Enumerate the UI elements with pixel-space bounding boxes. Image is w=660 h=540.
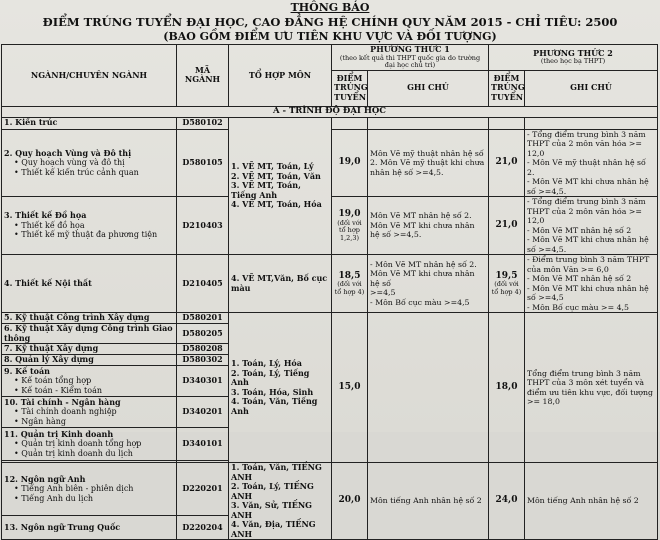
score-pt1: 18,5 (đối với tổ hợp 4) xyxy=(332,255,368,313)
major-cell: 3. Thiết kế Đồ họa • Thiết kế đồ họa • Thiết kế mỹ thuật đa phương tiện xyxy=(2,197,177,255)
major-code: D220201 xyxy=(177,463,229,516)
score-pt2: 18,0 xyxy=(489,313,525,463)
col-header-pt2: PHƯƠNG THỨC 2 (theo học bạ THPT) xyxy=(489,45,658,71)
admission-table xyxy=(1,44,658,540)
major-cell: 2. Quy hoạch Vùng và Đô thị • Quy hoạch vùng và đô thị • Thiết kế kiến trúc cảnh quan xyxy=(2,129,177,197)
major-code: D220204 xyxy=(177,516,229,540)
major-code: D580208 xyxy=(177,344,229,355)
major-code: D340101 xyxy=(177,428,229,461)
major-code: D340201 xyxy=(177,397,229,428)
major-code: D580201 xyxy=(177,313,229,324)
combo-cell: 1. Toán, Văn, TIẾNG ANH 2. Toán, Lý, TIẾNG ANH 3. Văn, Sử, TIẾNG ANH 4. Văn, Địa, TIẾNG ANH xyxy=(229,463,332,540)
notice-heading: ĐIỂM TRÚNG TUYỂN ĐẠI HỌC, CAO ĐẲNG HỆ CHÍNH QUY NĂM 2015 - CHỈ TIÊU: 2500 xyxy=(42,15,618,29)
col-header-major: NGÀNH/CHUYÊN NGÀNH xyxy=(2,45,177,107)
major-code: D580102 xyxy=(177,117,229,129)
score-pt2: 21,0 xyxy=(489,197,525,255)
major-code: D340301 xyxy=(177,366,229,397)
note-pt1: Môn Vẽ MT nhân hệ số 2. Môn Vẽ MT khi chưa nhân hệ số >=4,5. xyxy=(368,197,489,255)
combo-cell: 4. VẼ MT,Văn, Bố cục màu xyxy=(229,255,332,313)
col-header-score-pt2: ĐIỂM TRÚNG TUYỂN xyxy=(489,70,525,106)
major-code: D210403 xyxy=(177,197,229,255)
major-name: 8. Quản lý Xây dựng xyxy=(2,355,177,366)
score-pt1: 15,0 xyxy=(332,313,368,463)
score-pt1: 19,0 (đối với tổ hợp 1,2,3) xyxy=(332,197,368,255)
note-pt2: - Tổng điểm trung bình 3 năm THPT của 2 môn văn hóa >= 12,0 - Môn Vẽ mỹ thuật nhân hệ số 2. - Môn Vẽ MT khi chưa nhân hệ số >=4,5. xyxy=(525,129,658,197)
notice-subheading: (BAO GỒM ĐIỂM ƯU TIÊN KHU VỰC VÀ ĐỐI TƯỢNG) xyxy=(163,30,497,43)
note-pt2: Môn tiếng Anh nhân hệ số 2 xyxy=(525,463,658,540)
score-pt2: 21,0 xyxy=(489,129,525,197)
combo-cell: 1. VẼ MT, Toán, Lý 2. VẼ MT, Toán, Văn 3. VẼ MT, Toán, Tiếng Anh 4. VẼ MT, Toán, Hóa xyxy=(229,117,332,255)
major-name: 13. Ngôn ngữ Trung Quốc xyxy=(2,516,177,540)
score-pt1: 19,0 xyxy=(332,129,368,197)
notice-title: THÔNG BÁO xyxy=(290,1,370,14)
col-header-combo: TỔ HỢP MÔN xyxy=(229,45,332,107)
col-header-pt1: PHƯƠNG THỨC 1 (theo kết quả thi THPT quốc gia do trường đại học chủ trì) xyxy=(332,45,489,71)
note-pt2: Tổng điểm trung bình 3 năm THPT của 3 môn xét tuyển và điểm ưu tiên khu vực, đối tượng >= 18,0 xyxy=(525,313,658,463)
major-name: 5. Kỹ thuật Công trình Xây dựng xyxy=(2,313,177,324)
major-name: 1. Kiến trúc xyxy=(2,117,177,129)
major-name: 6. Kỹ thuật Xây dựng Công trình Giao thông xyxy=(2,324,177,344)
col-header-note-pt2: GHI CHÚ xyxy=(525,70,658,106)
major-cell: 12. Ngôn ngữ Anh • Tiếng Anh biên - phiên dịch • Tiếng Anh du lịch xyxy=(2,463,177,516)
major-cell: 9. Kế toán • Kế toán tổng hợp • Kế toán - Kiểm toán xyxy=(2,366,177,397)
major-code: D580302 xyxy=(177,355,229,366)
note-pt1: Môn Vẽ mỹ thuật nhân hệ số 2. Môn Vẽ mỹ thuật khi chưa nhân hệ số >=4,5. xyxy=(368,129,489,197)
major-code: D580105 xyxy=(177,129,229,197)
col-header-note-pt1: GHI CHÚ xyxy=(368,70,489,106)
section-heading: A - TRÌNH ĐỘ ĐẠI HỌC xyxy=(2,106,658,117)
score-pt1: 20,0 xyxy=(332,463,368,540)
note-pt2: - Điểm trung bình 3 năm THPT của môn Văn >= 6,0 - Môn Vẽ MT nhân hệ số 2 - Môn Vẽ MT khi chưa nhân hệ số >=4,5 - Môn Bố cục màu >= 4,5 xyxy=(525,255,658,313)
score-pt2: 24,0 xyxy=(489,463,525,540)
major-cell: 11. Quản trị Kinh doanh • Quản trị kinh doanh tổng hợp • Quản trị kinh doanh du lịch xyxy=(2,428,177,461)
table-row xyxy=(2,117,658,129)
major-code: D580205 xyxy=(177,324,229,344)
table-row xyxy=(2,255,658,313)
score-pt2: 19,5 (đối với tổ hợp 4) xyxy=(489,255,525,313)
major-code: D210405 xyxy=(177,255,229,313)
note-pt1: - Môn Vẽ MT nhân hệ số 2. Môn Vẽ MT khi chưa nhân hệ số >=4,5 - Môn Bố cục màu >=4,5 xyxy=(368,255,489,313)
major-cell: 10. Tài chính - Ngân hàng • Tài chính doanh nghiệp • Ngân hàng xyxy=(2,397,177,428)
col-header-code: MÃ NGÀNH xyxy=(177,45,229,107)
major-name: 4. Thiết kế Nội thất xyxy=(2,255,177,313)
col-header-score-pt1: ĐIỂM TRÚNG TUYỂN xyxy=(332,70,368,106)
major-name: 7. Kỹ thuật Xây dựng xyxy=(2,344,177,355)
table-row xyxy=(2,313,658,324)
combo-cell: 1. Toán, Lý, Hóa 2. Toán, Lý, Tiếng Anh 3. Toán, Hóa, Sinh 4. Toán, Văn, Tiếng Anh xyxy=(229,313,332,463)
table-row xyxy=(2,463,658,516)
note-pt1: Môn tiếng Anh nhân hệ số 2 xyxy=(368,463,489,540)
note-pt2: - Tổng điểm trung bình 3 năm THPT của 2 môn văn hóa >= 12,0 - Môn Vẽ MT nhân hệ số 2 - Môn Vẽ MT khi chưa nhân hệ số >=4,5. xyxy=(525,197,658,255)
document-header xyxy=(0,0,660,44)
note-pt1 xyxy=(368,313,489,463)
